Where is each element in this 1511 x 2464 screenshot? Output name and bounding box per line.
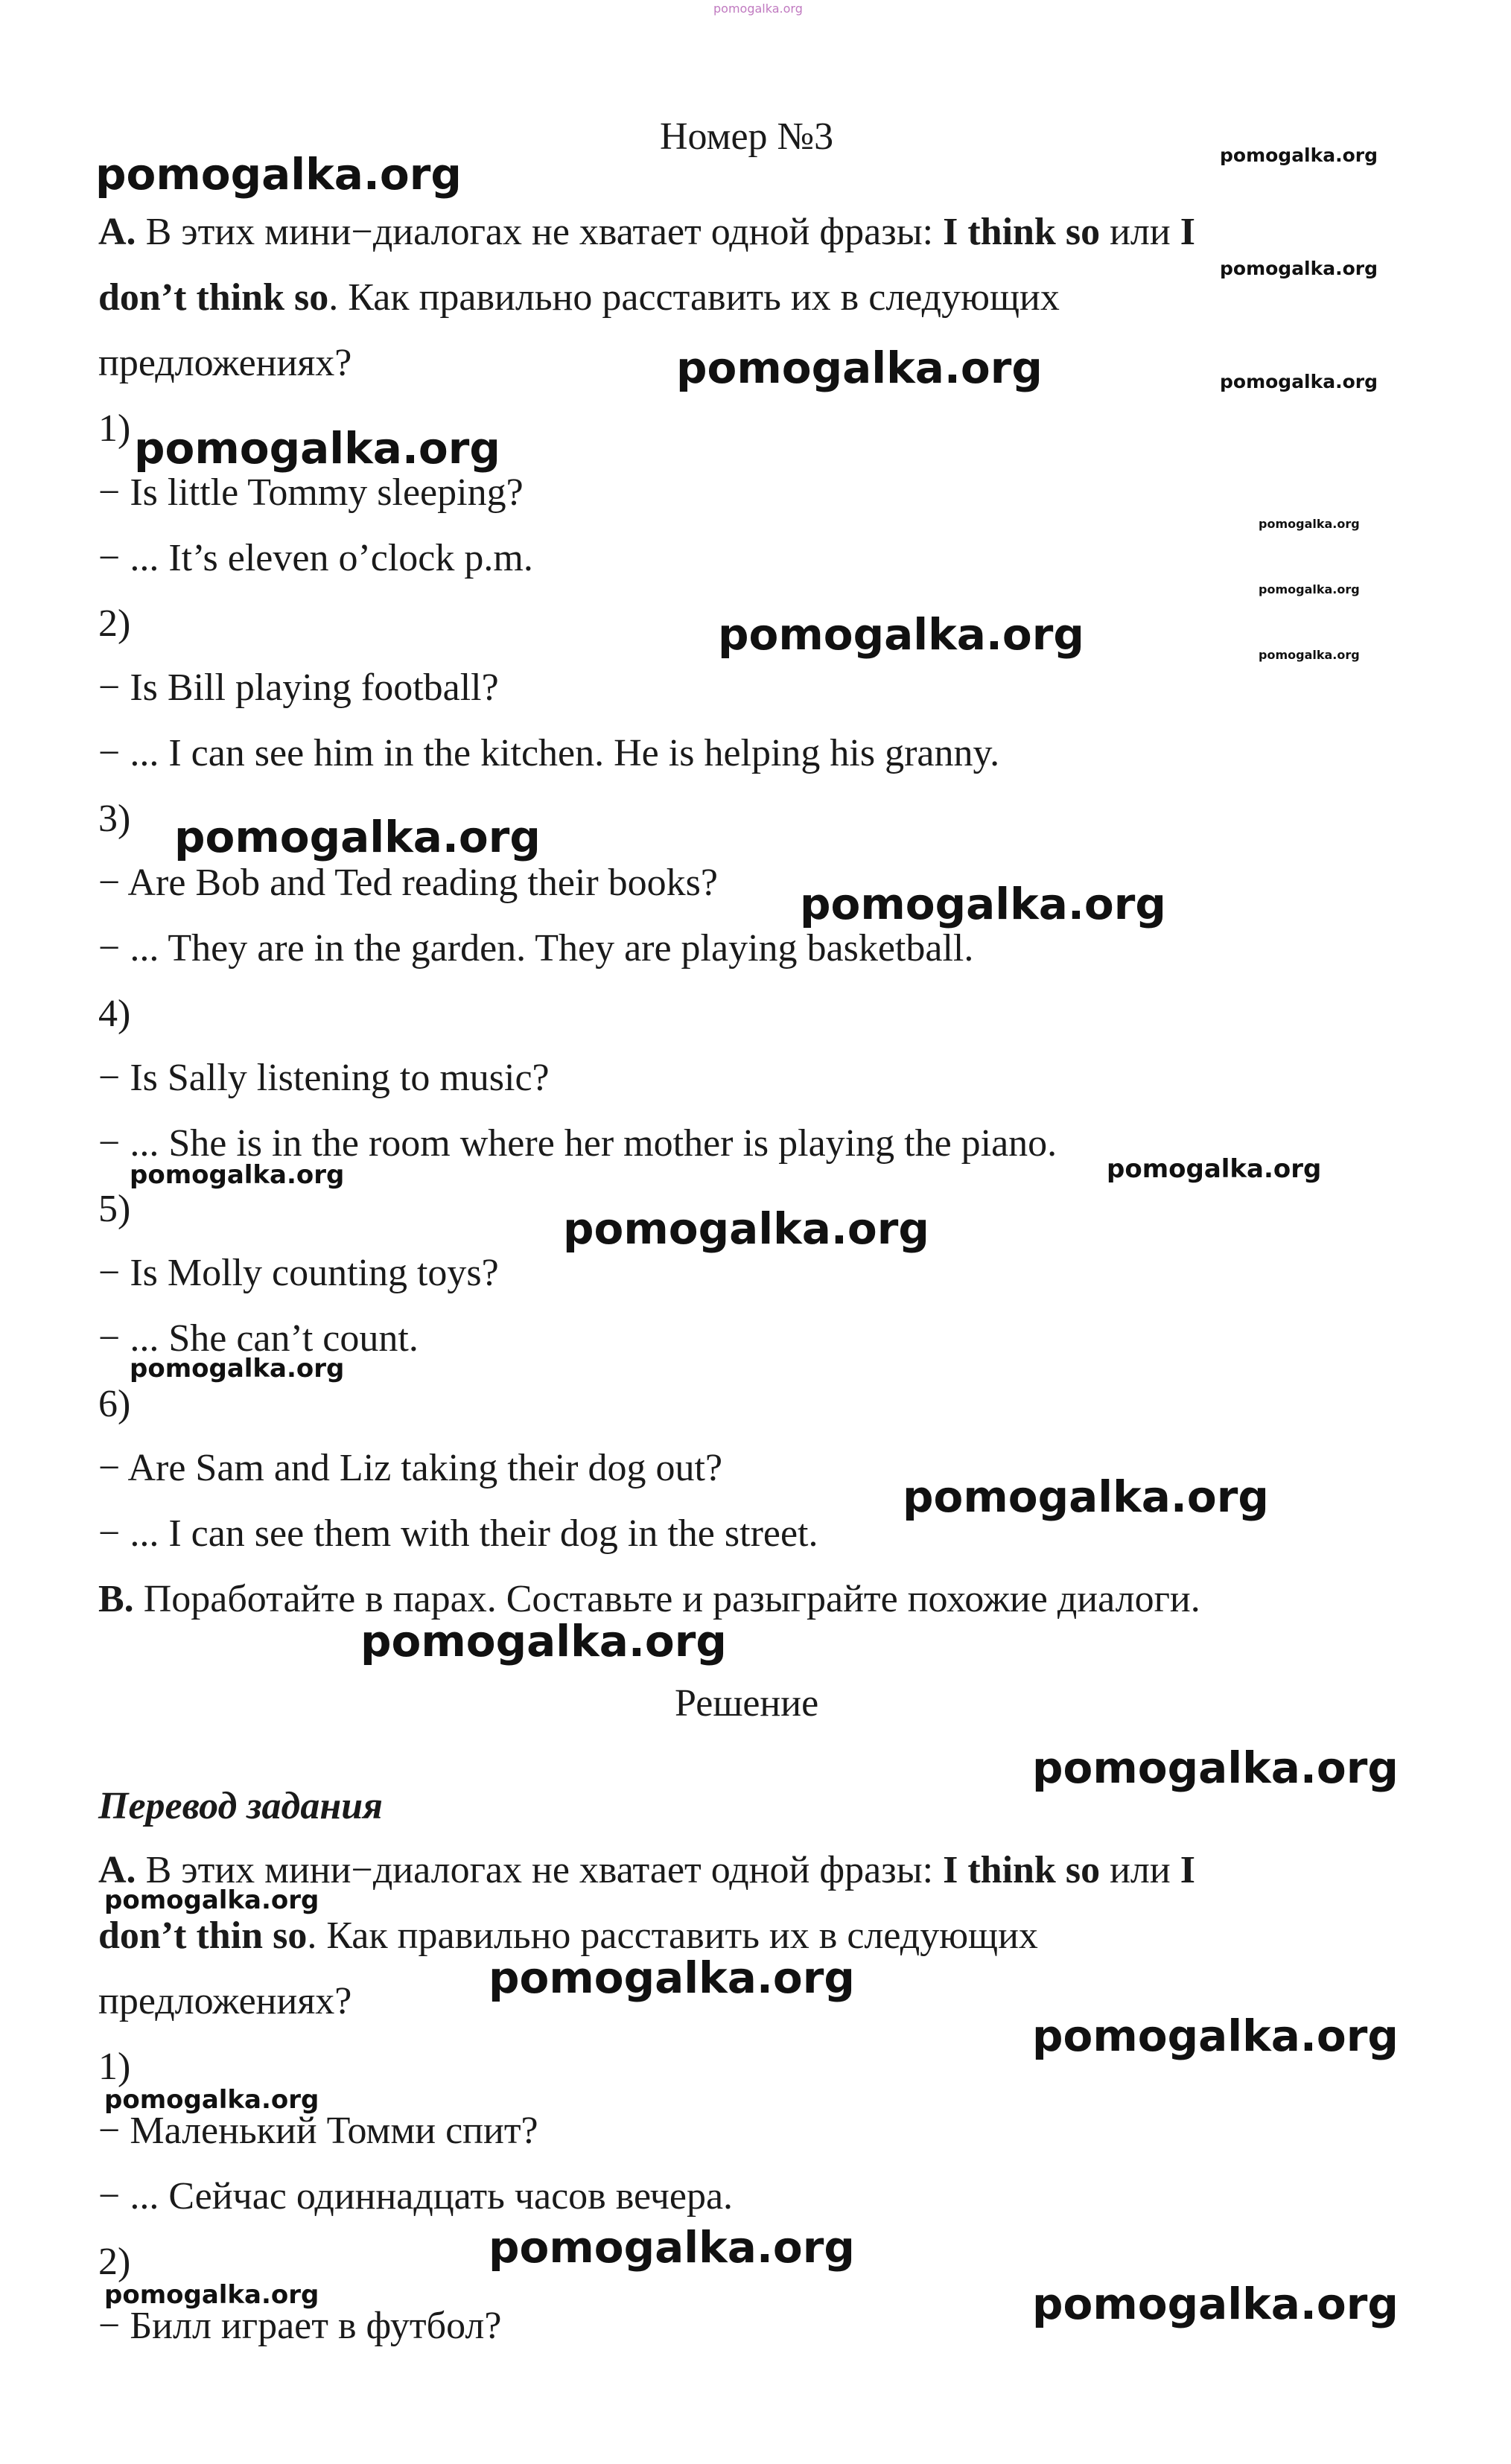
watermark: pomogalka.org <box>1032 2011 1399 2061</box>
translation-heading: Перевод задания <box>98 1785 383 1827</box>
watermark: pomogalka.org <box>800 879 1166 929</box>
dialog-number: 2) <box>98 2241 131 2283</box>
watermark: pomogalka.org <box>130 1354 345 1384</box>
phrase-i-think-so: I think so <box>943 211 1101 253</box>
page-title: Номер №3 <box>660 115 834 158</box>
solution-title: Решение <box>675 1682 819 1725</box>
dialog-question: − Билл играет в футбол? <box>98 2305 502 2347</box>
task-a-label: A. <box>98 211 136 253</box>
or-word: или <box>1100 1849 1180 1891</box>
watermark: pomogalka.org <box>1259 517 1360 531</box>
dialog-number: 6) <box>98 1383 131 1425</box>
dialog-answer: − ... They are in the garden. They are playing basketball. <box>98 927 974 970</box>
dialog-answer: − ... I can see them with their dog in the street. <box>98 1512 818 1555</box>
watermark: pomogalka.org <box>489 2222 855 2273</box>
watermark: pomogalka.org <box>676 343 1043 393</box>
dialog-number: 3) <box>98 798 131 840</box>
dialog-question: − Is Bill playing football? <box>98 666 499 709</box>
watermark: pomogalka.org <box>713 1 803 16</box>
dialog-number: 1) <box>98 407 131 450</box>
dialog-question: − Маленький Томми спит? <box>98 2110 538 2152</box>
watermark: pomogalka.org <box>104 2280 319 2310</box>
dialog-number: 2) <box>98 602 131 645</box>
watermark: pomogalka.org <box>1032 2279 1399 2329</box>
dialog-number: 4) <box>98 993 131 1035</box>
dialog-question: − Are Sam and Liz taking their dog out? <box>98 1447 723 1489</box>
watermark: pomogalka.org <box>718 609 1084 660</box>
phrase-start: I <box>1180 211 1195 253</box>
watermark: pomogalka.org <box>1220 371 1378 392</box>
task-a-text: В этих мини−диалогах не хватает одной фразы: <box>136 211 944 253</box>
dialog-answer: − ... She can’t count. <box>98 1317 419 1360</box>
task-a-line-1 <box>98 208 1195 256</box>
watermark: pomogalka.org <box>1032 1742 1399 1793</box>
task-a-line-3: предложениях? <box>98 342 352 384</box>
phrase-dont-thin-so: don’t thin so <box>98 1914 308 1957</box>
dialog-question: − Is Sally listening to music? <box>98 1057 550 1099</box>
watermark: pomogalka.org <box>489 1952 855 2003</box>
dialog-number: 5) <box>98 1188 131 1230</box>
watermark: pomogalka.org <box>1259 582 1360 596</box>
dialog-answer: − ... It’s eleven o’clock p.m. <box>98 537 533 579</box>
task-b-text: Поработайте в парах. Составьте и разыграйте похожие диалоги. <box>133 1578 1200 1620</box>
translation-a-text-2: . Как правильно расставить их в следующих <box>307 1914 1038 1957</box>
phrase-start: I <box>1180 1849 1195 1891</box>
watermark: pomogalka.org <box>1107 1154 1322 1184</box>
watermark: pomogalka.org <box>360 1616 727 1666</box>
dialog-question: − Is Molly counting toys? <box>98 1252 499 1294</box>
watermark: pomogalka.org <box>104 1885 319 1915</box>
task-a-line-2 <box>98 274 1060 322</box>
phrase-i-think-so: I think so <box>943 1849 1101 1891</box>
watermark: pomogalka.org <box>903 1471 1269 1522</box>
dialog-answer: − ... Сейчас одиннадцать часов вечера. <box>98 2175 734 2218</box>
task-b-label: B. <box>98 1578 134 1620</box>
watermark: pomogalka.org <box>134 423 500 474</box>
translation-a-text: В этих мини−диалогах не хватает одной фразы: <box>136 1849 944 1891</box>
watermark: pomogalka.org <box>563 1203 929 1254</box>
task-a-text-2: . Как правильно расставить их в следующих <box>328 276 1060 319</box>
dialog-question: − Are Bob and Ted reading their books? <box>98 862 718 904</box>
phrase-dont-think-so: don’t think so <box>98 276 329 319</box>
dialog-answer: − ... I can see him in the kitchen. He is helping his granny. <box>98 732 1000 774</box>
watermark: pomogalka.org <box>1259 648 1360 662</box>
watermark: pomogalka.org <box>95 149 462 200</box>
dialog-question: − Is little Tommy sleeping? <box>98 471 524 514</box>
or-word: или <box>1100 211 1180 253</box>
watermark: pomogalka.org <box>1220 258 1378 279</box>
watermark: pomogalka.org <box>130 1160 345 1190</box>
translation-a-label: A. <box>98 1849 136 1891</box>
dialog-number: 1) <box>98 2046 131 2088</box>
dialog-answer: − ... She is in the room where her mother is playing the piano. <box>98 1122 1057 1165</box>
translation-a-line-3: предложениях? <box>98 1980 352 2022</box>
watermark: pomogalka.org <box>1220 144 1378 166</box>
watermark: pomogalka.org <box>174 812 541 862</box>
watermark: pomogalka.org <box>104 2085 319 2115</box>
